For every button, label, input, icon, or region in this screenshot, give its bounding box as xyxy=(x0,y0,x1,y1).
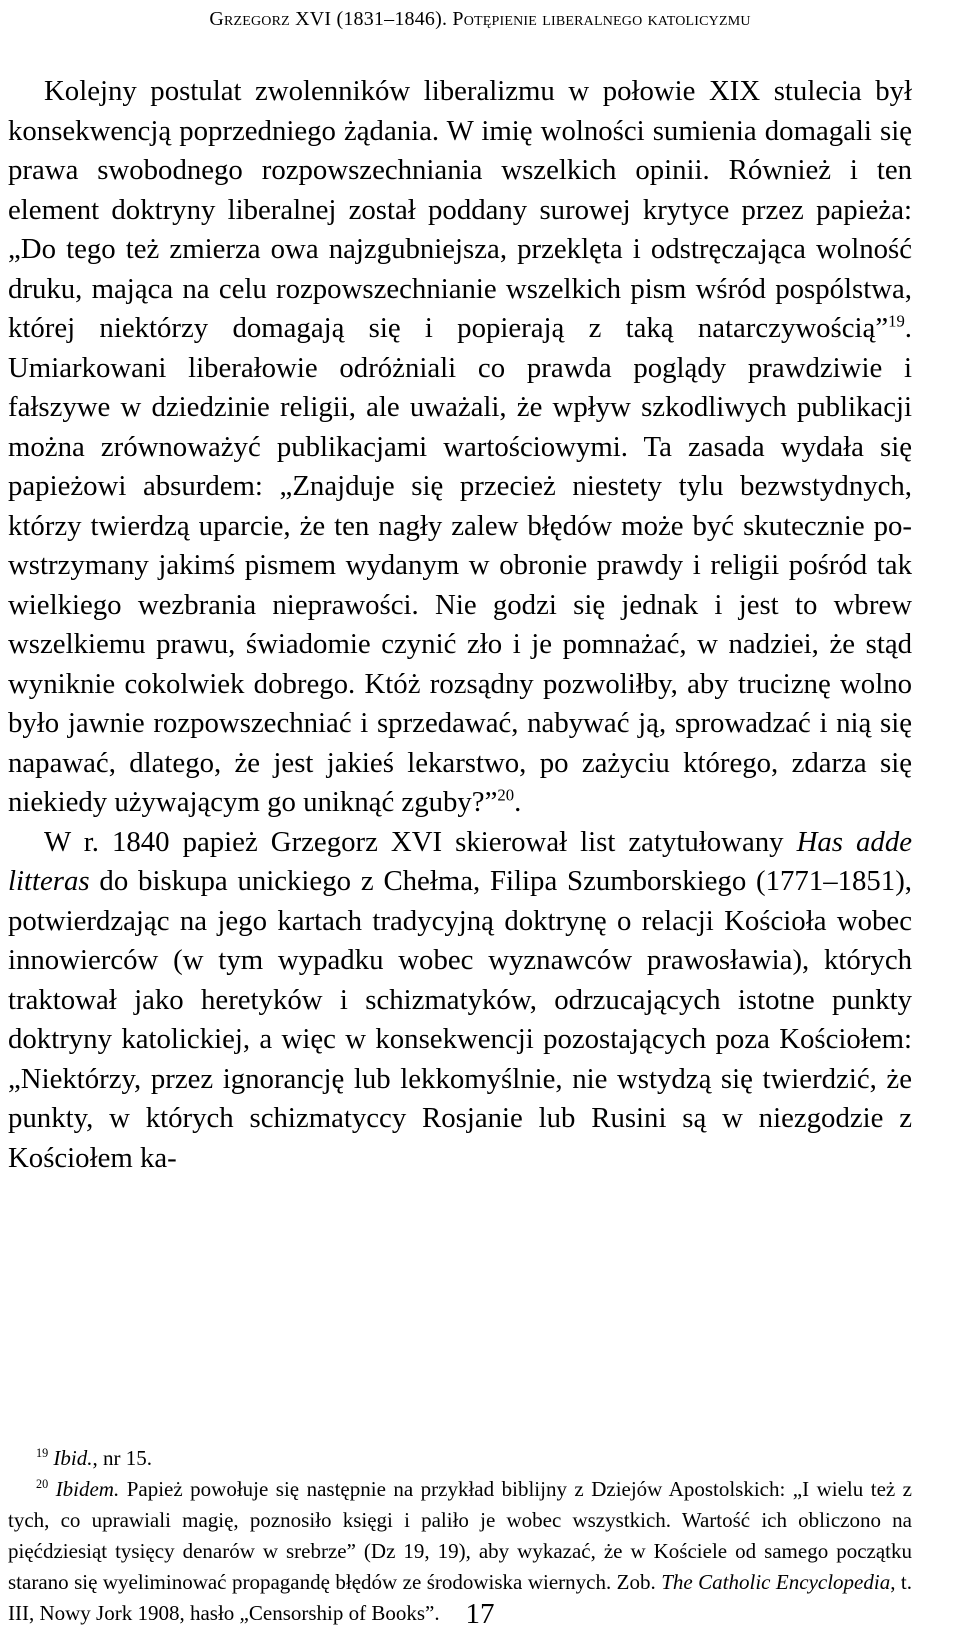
footnote-ref-19[interactable]: 19 xyxy=(888,311,905,331)
paragraph-1-text-b: . Umiarkowani liberałowie odróżniali co prawda poglądy prawdziwie i fałszywe w dziedzinie religii, ale uważali, że wpływ szkodliwych publikacji można zrównoważyć publikacjami wartościowymi. Ta zasada wydała się papieżowi absurdem: „Znajduje się przecież niestety tylu bezwstydnych, którzy twierdzą uparcie, że ten nagły zalew błędów może być skutecznie powstrzymany jakimś pismem wydanym w obronie prawdy i religii pośród tak wielkiego wezbrania nieprawości. Nie godzi się jednak i jest to wbrew wszelkiemu prawu, świadomie czynić zło i je pomnażać, w nadziei, że stąd wyniknie cokolwiek dobrego. Któż rozsądny pozwoliłby, aby truciznę wolno było jawnie rozpowszechniać i sprzedawać, nabywać ją, sprowadzać i nią się napawać, dlatego, że jest jakieś lekarstwo, po zażyciu którego, zdarza się niekiedy używającym go uniknąć zguby?” xyxy=(8,312,912,818)
footnote-19-text: , nr 15. xyxy=(92,1446,152,1470)
paragraph-1 xyxy=(8,72,912,823)
running-head: Grzegorz XVI (1831–1846). Potępienie liberalnego katolicyzmu xyxy=(209,8,751,30)
encyclopedia-title: The Catholic Encyclopedia xyxy=(661,1570,891,1594)
footnote-20-text-a: Papież powołuje się następnie na przykład biblijny z Dziejów Apostolskich: „I wielu też z tych, co uprawiali magię, poznosiło księgi i paliło je wobec wszystkich. Wartość ich obliczono na pięćdziesiąt tysięcy denarów w srebrze” (Dz 19, 19), aby wykazać, że w Kościele od samego początku starano się wyeliminować propagandę błędów ze środowiska wiernych. Zob. xyxy=(8,1477,912,1594)
paragraph-2 xyxy=(8,823,912,1179)
paragraph-2-text-a: W r. 1840 papież Grzegorz XVI skierował list zatytułowany xyxy=(44,825,797,858)
footnote-number-20: 20 xyxy=(36,1477,49,1491)
body-text xyxy=(8,72,912,1178)
footnote-number-19: 19 xyxy=(36,1446,49,1460)
letter-title: Has adde litteras xyxy=(8,825,912,897)
footnote-20-text-b: , t. III, Nowy Jork 1908, hasło „Censorship of Books”. xyxy=(8,1570,912,1625)
footnote-ref-20[interactable]: 20 xyxy=(497,785,515,805)
paragraph-2-text-b: do biskupa unickiego z Chełma, Filipa Szumborskiego (1771–1851), potwierdzając na jego kartach tradycyjną doktrynę o relacji Kościoła wobec innowierców (w tym wypadku wobec wyznawców prawosławia), których traktował jako heretyków i schizmatyków, odrzucających istotne punkty doktryny katolickiej, a więc w konsekwencji pozostających poza Kościołem: „Niektórzy, przez ignorancję lub lekkomyślnie, nie wstydzą się twierdzić, że punkty, w których schizmatyccy Rosjanie lub Rusini są w niezgodzie z Kościołem ka- xyxy=(8,865,912,1174)
paragraph-1-text-a: Kolejny postulat zwolenników liberalizmu w połowie XIX stulecia był konsekwencją poprzedniego żądania. W imię wolności sumienia domagali się prawa swobodnego rozpowszechniania wszelkich opinii. Również i ten element doktryny liberalnej został poddany surowej krytyce przez papieża: „Do tego też zmierza owa najzgubniejsza, przeklęta i odstręczająca wolność druku, mająca na celu rozpowszechnianie wszelkich pism wśród pospólstwa, której niektórzy domagają się i popierają z taką natarczywością” xyxy=(8,75,912,344)
paragraph-1-text-c: . xyxy=(514,786,522,818)
footnote-20-italic: Ibidem. xyxy=(55,1477,120,1501)
footnote-19 xyxy=(8,1443,912,1474)
page-number: 17 xyxy=(465,1598,495,1630)
footnote-19-italic: Ibid. xyxy=(53,1446,93,1470)
